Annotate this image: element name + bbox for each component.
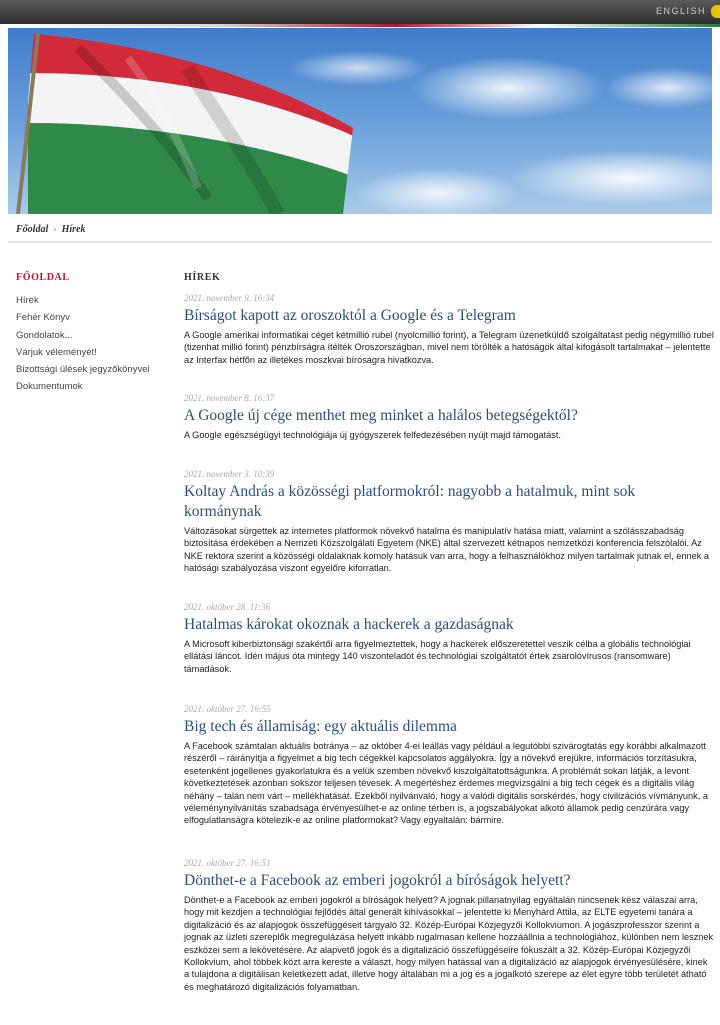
hungarian-flag-illustration xyxy=(8,28,712,214)
sidebar-item-feher-konyv[interactable]: Fehér Könyv xyxy=(16,312,70,324)
news-list xyxy=(184,272,714,992)
article-title-link[interactable]: Big tech és államiság: egy aktuális dilemma xyxy=(184,718,457,735)
hero-banner-flag-image xyxy=(8,28,712,214)
article-title-link[interactable]: Hatalmas károkat okoznak a hackerek a gazdaságnak xyxy=(184,616,514,633)
news-article xyxy=(184,857,714,993)
page-title: HÍREK xyxy=(184,272,221,283)
news-article xyxy=(184,292,714,366)
article-date: 2021. október 27. 16:55 xyxy=(184,704,271,714)
article-date: 2021. október 27. 16:51 xyxy=(184,858,271,868)
breadcrumb-home[interactable]: Főoldal xyxy=(16,224,49,235)
sidebar-item-jegyzokonyvek[interactable]: Bizottsági ülések jegyzőkönyvei xyxy=(16,364,150,376)
article-lead: A Google egészségügyi technológiája új gyógyszerek felfedezésében nyújt majd támogatást. xyxy=(184,430,561,440)
article-date: 2021. november 8. 16:37 xyxy=(184,393,275,403)
article-title-link[interactable]: A Google új cége menthet meg minket a halálos betegségektől? xyxy=(184,407,578,424)
top-bar xyxy=(0,0,720,24)
sidebar-item-hirek[interactable]: Hírek xyxy=(16,295,39,306)
sidebar-item-dokumentumok[interactable]: Dokumentumok xyxy=(16,381,83,393)
news-article xyxy=(184,601,714,675)
article-date: 2021. november 9. 16:34 xyxy=(184,293,275,303)
news-article xyxy=(184,392,714,441)
sidebar-item-gondolatok[interactable]: Gondolatok... xyxy=(16,329,73,341)
language-globe-icon[interactable] xyxy=(711,5,720,18)
article-lead: A Google amerikai informatikai céget kétmillió rubel (nyolcmillió forint), a Telegram üzenetküldő szolgáltatást pedig négymillió rubel (tizenhat millió forint) pénzbírságra ítélték Oroszországban, mivel nem törölték a hatóságok által kifogásolt tartalmakat – jelentette az Interfax hétfőn az illetékes moszkvai bíróságra hivatkozva. xyxy=(184,330,714,365)
language-link[interactable]: ENGLISH xyxy=(655,6,706,16)
article-title-link[interactable]: Koltay András a közösségi platformokról: nagyobb a hatalmuk, mint sok kormánynak xyxy=(184,483,636,520)
sidebar-item-velemeny[interactable]: Várjuk véleményét! xyxy=(16,346,97,358)
breadcrumb-separator-icon: › xyxy=(53,224,57,235)
breadcrumb-divider xyxy=(8,241,712,243)
article-lead: Változásokat sürgettek az internetes platformok növekvő hatalma és manipulatív hatása miatt, valamint a szólásszabadság biztosítása érdekében a Nemzeti Közszolgálati Egyetem (NKE) által szervezett kétnapos nemzetközi konferencia felszólalói. Az NKE rektora szerint a közösségi oldalaknak komoly hatásuk van arra, hogy a felhasználókhoz milyen tartalmak jutnak el, ennek a hatósági szabályozása viszont egyelőre kiforratlan. xyxy=(184,526,709,574)
article-date: 2021. október 28. 11:36 xyxy=(184,602,271,612)
flag-color-stripe xyxy=(0,24,720,27)
sidebar xyxy=(16,272,176,396)
news-article xyxy=(184,468,714,575)
article-date: 2021. november 3. 10:39 xyxy=(184,469,275,479)
sidebar-title[interactable]: FŐOLDAL xyxy=(16,272,70,283)
article-title-link[interactable]: Dönthet-e a Facebook az emberi jogokról a bíróságok helyett? xyxy=(184,872,571,889)
breadcrumb xyxy=(16,224,85,235)
news-article xyxy=(184,703,714,827)
article-lead: Dönthet-e a Facebook az emberi jogokról a bíróságok helyett? A jognak pillanatnyilag egyáltalán nincsenek kész válaszai arra, hogy mit kezdjen a technológiai fejlődés által generált kihívásokkal – jelentette ki Menyhárd Attila, az ELTE egyetemi tanára a digitalizáció és az alapjogok összefüggéseit tárgyaló 32. Közép-Európai Közjegyzői Kollokviumon. A jogászprofesszor szerint a jognak az üzleti szereplők megregulázása helyett inkább rugalmasan kellene hozzáállnia a technológiához, különben nem lesznek eszközei sem a lekövetésére. Az alapvető jogok és a digitalizáció összefüggéseire fókuszált a 32. Közép-Európai Közjegyzői Kollokvium, ahol többek közt arra kereste a választ, hogy milyen hatással van a digitalizáció az alapjogok érvényesülésére, kinek a tulajdona a digitálisan keletkezett adat, illetve hogy általában mi a jog és a jogalkotó szerepe az élet egyre több területét átható és meghatározó digitalizációs folyamatban. xyxy=(184,895,714,992)
article-lead: A Microsoft kiberbiztonsági szakértői arra figyelmeztettek, hogy a hackerek előszeretettel veszik célba a globális technológiai ellátási láncot. Idén május óta mintegy 140 viszonteladót és technológiai szolgáltatót értek zsarolóvírusos (ransomware) támadások. xyxy=(184,639,691,674)
article-title-link[interactable]: Bírságot kapott az oroszoktól a Google és a Telegram xyxy=(184,307,516,324)
article-lead: A Facebook számtalan aktuális botránya – az október 4-ei leállás vagy például a legutóbbi szivárogtatás egy korábbi alkalmazott részéről – ráirányítja a figyelmet a big tech cégekkel kapcsolatos aggályokra. Így a növekvő erejükre, információs torzításukra, esetenként jogellenes gyakorlatukra és a velük szemben növekvő kiszolgáltatottságunkra. A problémát sokan látják, a levont következtetések azonban sokszor teljesen tévesek. A megértéshez érdemes megvizsgálni a big tech cégek és a digitális világ néhány – talán nem várt – mellékhatását. Ezekből nyilvánvaló, hogy a valódi digitális sorskérdés, hogy civilizációs vívmányunk, a véleménynyilvánítás szabadsága érvényesülhet-e az online térben is, a jogszabályokat alkotó államok pedig cenzúrára vagy elfogulatlanságra kötelezik-e az online platformokat? Vagy egyaltalán: bármire. xyxy=(184,741,708,826)
breadcrumb-current: Hírek xyxy=(61,224,86,235)
